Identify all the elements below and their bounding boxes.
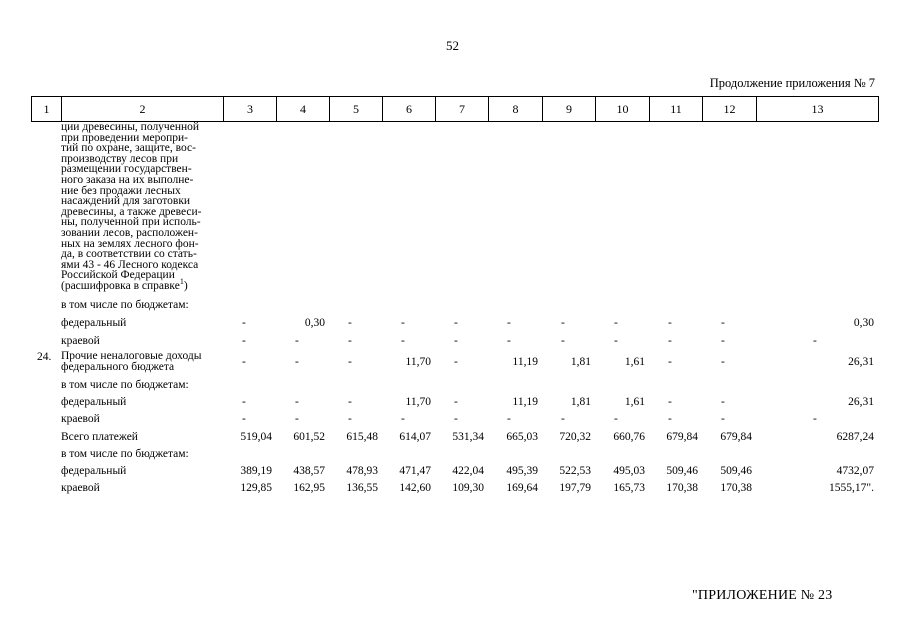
- table-cell: -: [242, 335, 246, 347]
- table-cell: 129,85: [240, 482, 272, 494]
- table-cell: -: [242, 396, 246, 408]
- table-cell: -: [242, 317, 246, 329]
- table-row: [31, 482, 877, 496]
- table-cell: 0,30: [304, 317, 325, 329]
- table-row: [31, 465, 877, 479]
- table-cell: 531,34: [452, 431, 484, 443]
- table-cell: -: [295, 413, 299, 425]
- table-cell: -: [295, 396, 299, 408]
- continuation-note: Продолжение приложения № 7: [709, 76, 875, 90]
- table-cell: -: [561, 413, 565, 425]
- table-cell: -: [348, 396, 352, 408]
- table-cell: 1,81: [570, 396, 591, 408]
- table-cell: 679,84: [666, 431, 698, 443]
- table-cell: 26,31: [848, 356, 874, 368]
- row-label: в том числе по бюджетам:: [61, 299, 189, 311]
- table-cell: -: [454, 356, 458, 368]
- table-cell: -: [668, 317, 672, 329]
- table-cell: -: [401, 335, 405, 347]
- description-line: Российской Федерации: [61, 269, 175, 282]
- table-cell: -: [668, 335, 672, 347]
- table-cell: -: [454, 396, 458, 408]
- table-cell: -: [242, 356, 246, 368]
- table-cell: 142,60: [399, 482, 431, 494]
- table-cell: -: [721, 413, 725, 425]
- table-cell: 478,93: [346, 465, 378, 477]
- table-cell: -: [721, 356, 725, 368]
- table-cell: -: [561, 335, 565, 347]
- row-23-description: [61, 122, 221, 292]
- header-cell: 4: [276, 97, 329, 121]
- table-cell: -: [614, 317, 618, 329]
- row-label: краевой: [61, 413, 100, 425]
- table-cell: 6287,24: [836, 431, 874, 443]
- row-label: Прочие неналоговые доходы федерального бюджета: [61, 350, 202, 373]
- description-line: ных на землях лесного фон-: [61, 237, 199, 250]
- table-cell: -: [507, 317, 511, 329]
- table-cell: 11,19: [512, 396, 538, 408]
- row-label: в том числе по бюджетам:: [61, 448, 189, 460]
- table-cell: -: [721, 335, 725, 347]
- table-cell: 0,30: [853, 317, 874, 329]
- table-cell: -: [813, 413, 817, 425]
- table-cell: 1,61: [624, 356, 645, 368]
- table-row: [31, 299, 877, 313]
- description-line: ние без продажи лесных: [61, 184, 181, 197]
- table-cell: -: [401, 413, 405, 425]
- description-line: ями 43 - 46 Лесного кодекса: [61, 258, 199, 271]
- table-cell: 509,46: [720, 465, 752, 477]
- table-cell: -: [348, 317, 352, 329]
- row-label: Всего платежей: [61, 431, 138, 443]
- appendix-title: "ПРИЛОЖЕНИЕ № 23: [692, 588, 833, 603]
- row-label: краевой: [61, 482, 100, 494]
- table-cell: 509,46: [666, 465, 698, 477]
- table-header-row: [31, 96, 879, 122]
- table-cell: -: [454, 335, 458, 347]
- table-cell: 471,47: [399, 465, 431, 477]
- table-cell: 495,03: [613, 465, 645, 477]
- description-line: древесины, а также древеси-: [61, 205, 202, 218]
- table-cell: 11,70: [405, 396, 431, 408]
- description-line: ного заказа на их выполне-: [61, 173, 194, 186]
- header-cell: 9: [542, 97, 595, 121]
- table-row: [31, 413, 877, 427]
- table-cell: 389,19: [240, 465, 272, 477]
- row-number: 24.: [37, 351, 52, 363]
- table-cell: -: [295, 356, 299, 368]
- footnote-marker: 1: [179, 277, 184, 287]
- row-label: в том числе по бюджетам:: [61, 379, 189, 391]
- description-line: при проведении меропри-: [61, 131, 188, 144]
- table-cell: 614,07: [399, 431, 431, 443]
- table-cell: -: [348, 356, 352, 368]
- header-cell: 6: [382, 97, 435, 121]
- table-cell: 665,03: [506, 431, 538, 443]
- table-cell: 11,19: [512, 356, 538, 368]
- description-line: насаждений для заготовки: [61, 195, 191, 208]
- header-cell: 13: [756, 97, 878, 121]
- table-cell: 136,55: [346, 482, 378, 494]
- table-cell: -: [614, 413, 618, 425]
- header-cell: 5: [329, 97, 382, 121]
- header-cell: 7: [435, 97, 488, 121]
- header-cell: 11: [649, 97, 702, 121]
- table-cell: -: [721, 396, 725, 408]
- header-cell: 3: [223, 97, 276, 121]
- header-cell: 8: [488, 97, 542, 121]
- table-cell: 1,81: [570, 356, 591, 368]
- table-row: [31, 431, 877, 445]
- table-cell: 522,53: [559, 465, 591, 477]
- page-number: 52: [446, 38, 459, 53]
- table-cell: -: [668, 396, 672, 408]
- table-cell: 109,30: [452, 482, 484, 494]
- table-cell: 162,95: [293, 482, 325, 494]
- table-cell: 170,38: [666, 482, 698, 494]
- table-cell: -: [454, 413, 458, 425]
- table-cell: -: [813, 335, 817, 347]
- table-cell: -: [668, 356, 672, 368]
- table-cell: 1,61: [624, 396, 645, 408]
- header-cell: 10: [595, 97, 649, 121]
- row-label: федеральный: [61, 317, 127, 329]
- table-cell: 165,73: [613, 482, 645, 494]
- table-cell: -: [721, 317, 725, 329]
- description-line: (расшифровка в справке$^1$): [61, 277, 188, 292]
- table-cell: 495,39: [506, 465, 538, 477]
- table-cell: -: [242, 413, 246, 425]
- table-cell: 11,70: [405, 356, 431, 368]
- table-cell: 438,57: [293, 465, 325, 477]
- table-cell: -: [614, 335, 618, 347]
- table-row: [31, 350, 877, 373]
- row-label: федеральный: [61, 396, 127, 408]
- description-line: ны, полученной при исполь-: [61, 216, 201, 229]
- table-cell: 1555,17".: [829, 482, 874, 494]
- table-cell: 170,38: [720, 482, 752, 494]
- table-cell: 169,64: [506, 482, 538, 494]
- row-label: краевой: [61, 335, 100, 347]
- table-cell: 615,48: [346, 431, 378, 443]
- description-line: производству лесов при: [61, 152, 179, 165]
- header-cell: 1: [43, 101, 50, 116]
- table-row: [31, 379, 877, 393]
- row-label: федеральный: [61, 465, 127, 477]
- table-cell: -: [507, 335, 511, 347]
- table-cell: 660,76: [613, 431, 645, 443]
- table-cell: -: [295, 335, 299, 347]
- table-cell: 679,84: [720, 431, 752, 443]
- table-cell: 601,52: [293, 431, 325, 443]
- description-line: зовании лесов, расположен-: [61, 226, 198, 239]
- table-cell: 26,31: [848, 396, 874, 408]
- description-line: тий по охране, защите, вос-: [61, 142, 196, 155]
- table-cell: -: [401, 317, 405, 329]
- table-cell: -: [348, 335, 352, 347]
- table-row: [31, 317, 877, 331]
- table-cell: -: [561, 317, 565, 329]
- description-line: да, в соответствии со стать-: [61, 248, 197, 261]
- table-row: [31, 335, 877, 349]
- table-cell: -: [668, 413, 672, 425]
- description-line: размещении государствен-: [61, 163, 192, 176]
- table-cell: -: [507, 413, 511, 425]
- table-cell: 519,04: [240, 431, 272, 443]
- description-line: ции древесины, полученной: [61, 121, 200, 133]
- header-cell: 2: [61, 97, 223, 121]
- table-row: [31, 448, 877, 462]
- table-cell: 4732,07: [836, 465, 874, 477]
- table-cell: -: [348, 413, 352, 425]
- header-cell: 12: [702, 97, 756, 121]
- table-cell: 197,79: [559, 482, 591, 494]
- table-row: [31, 396, 877, 410]
- table-cell: 720,32: [559, 431, 591, 443]
- table-cell: 422,04: [452, 465, 484, 477]
- table-cell: -: [454, 317, 458, 329]
